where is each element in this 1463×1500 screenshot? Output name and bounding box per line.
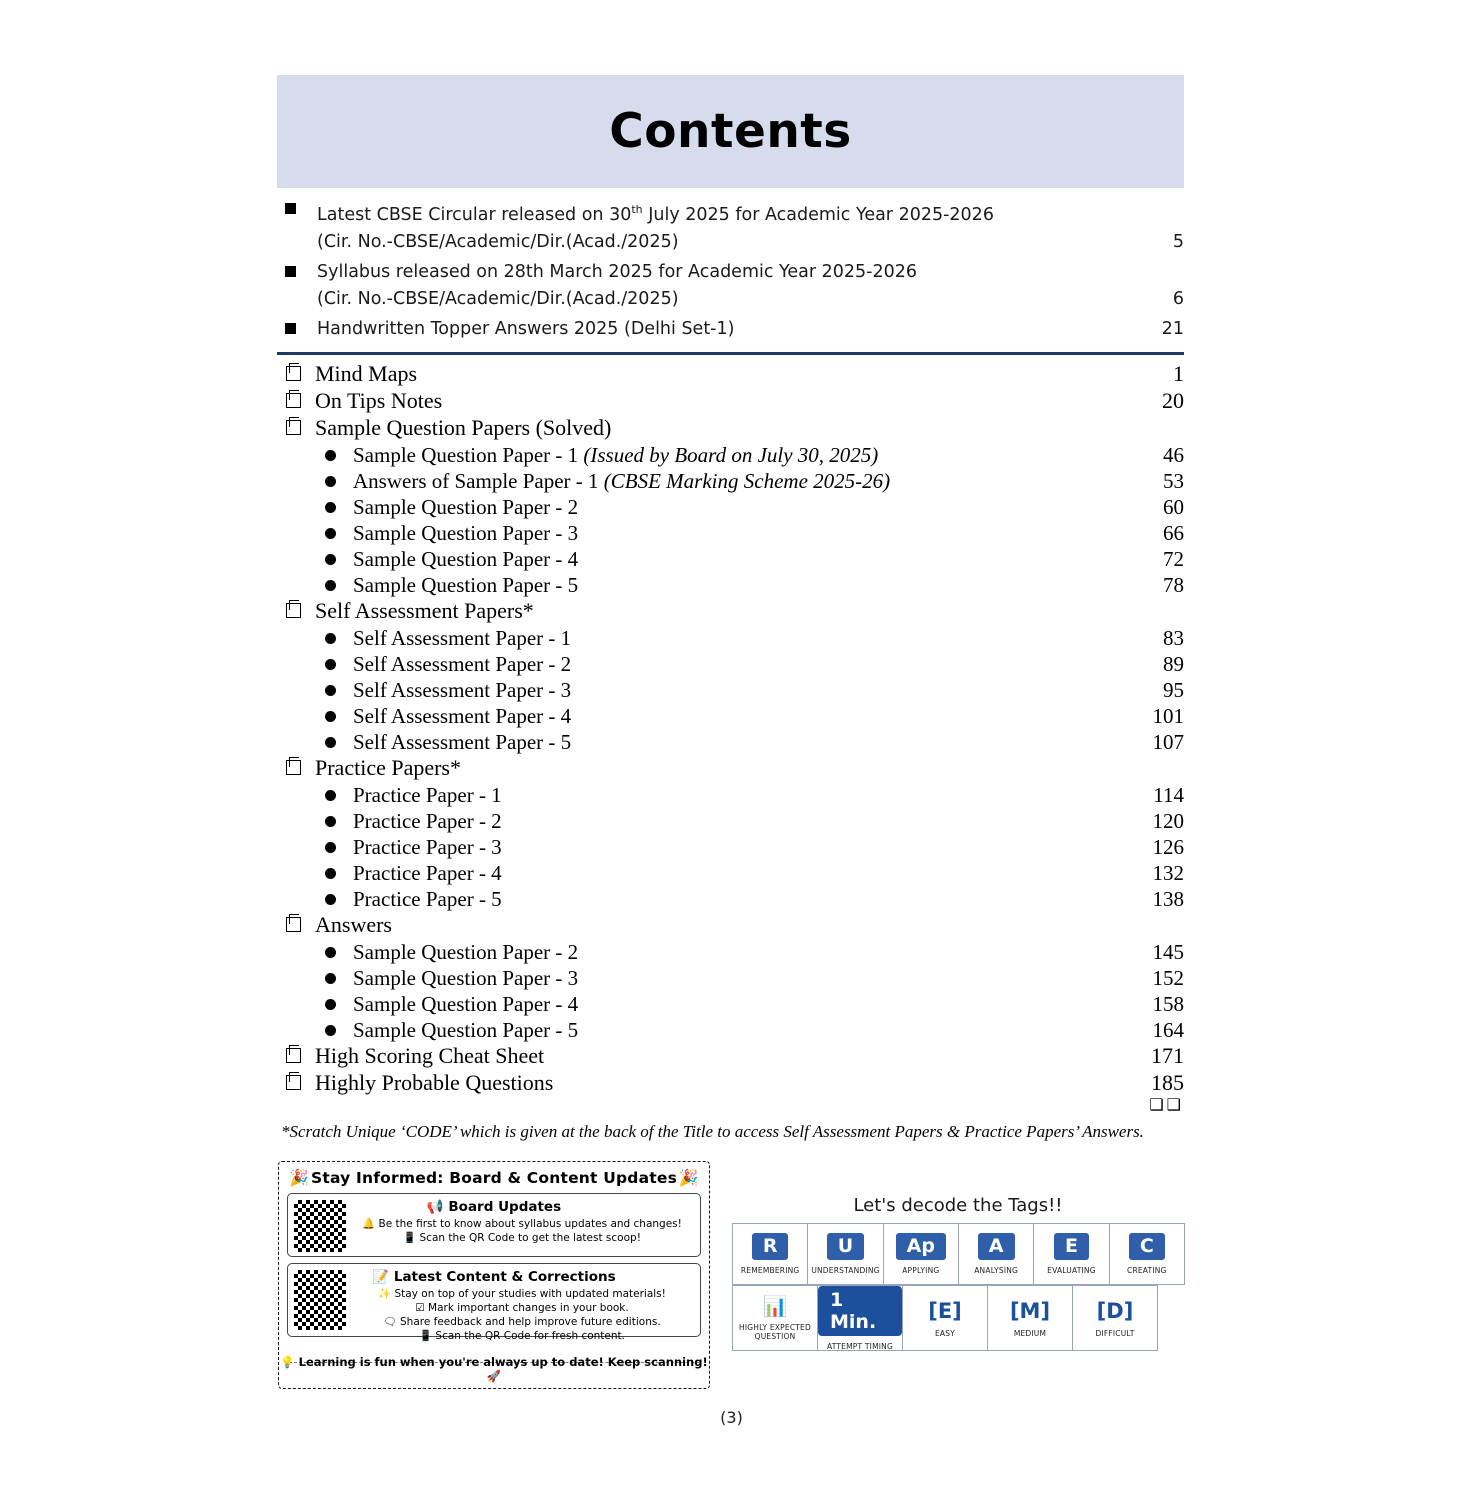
toc-label: Self Assessment Papers* — [315, 598, 534, 623]
square-bullet-icon — [285, 266, 296, 277]
page-number: 53 — [1163, 469, 1184, 493]
party-icon: 🎉 — [678, 1168, 699, 1187]
tags-legend-panel — [732, 1195, 1184, 1351]
tag-caption: APPLYING — [902, 1266, 940, 1275]
toc-label: Answers of Sample Paper - 1 — [353, 469, 604, 493]
toc-entry-practice-papers[interactable] — [277, 755, 1184, 781]
page-number: 46 — [1163, 443, 1184, 467]
tag-chip: [M] — [1009, 1298, 1051, 1323]
page-number: 60 — [1163, 495, 1184, 519]
round-bullet-icon — [325, 894, 336, 905]
footnote: *Scratch Unique ‘CODE’ which is given at the back of the Title to access Self Assessment Papers & Practice Papers’ Answers. — [281, 1122, 1144, 1141]
tag-difficult — [1072, 1285, 1158, 1351]
toc-label: Sample Question Paper - 5 — [353, 1018, 579, 1042]
page-number: 145 — [1152, 940, 1184, 964]
circular-text-pre: Latest CBSE Circular released on 30 — [317, 204, 632, 225]
round-bullet-icon — [325, 737, 336, 748]
toc-label: On Tips Notes — [315, 388, 443, 413]
board-updates-card[interactable] — [287, 1193, 701, 1257]
toc-label-note: (Issued by Board on July 30, 2025) — [583, 443, 879, 467]
toc-label: Sample Question Paper - 2 — [353, 495, 579, 519]
tag-chip: E — [1054, 1233, 1089, 1260]
toc-label-note: (CBSE Marking Scheme 2025-26) — [603, 469, 891, 493]
tag-easy — [902, 1285, 988, 1351]
page-number: 185 — [1151, 1070, 1184, 1095]
toc-label: Self Assessment Paper - 5 — [353, 730, 572, 754]
round-bullet-icon — [325, 711, 336, 722]
checkbox-bullet-icon — [286, 393, 301, 408]
circular-line-1 — [317, 259, 1184, 286]
section-end-mark: ❑❑ — [1149, 1097, 1184, 1114]
updates-panel-footer: 💡 Learning is fun when you're always up to date! Keep scanning! 🚀 — [280, 1355, 708, 1383]
toc-subentry-sqp-4[interactable] — [277, 546, 1184, 572]
tag-chip: U — [827, 1233, 864, 1260]
toc-label: Self Assessment Paper - 1 — [353, 626, 572, 650]
page-number: 120 — [1152, 809, 1184, 833]
toc-subentry-sap-5[interactable] — [277, 729, 1184, 755]
round-bullet-icon — [325, 842, 336, 853]
toc-label: Practice Paper - 3 — [353, 835, 502, 859]
toc-subentry-sap-1[interactable] — [277, 625, 1184, 651]
page-number: 83 — [1163, 626, 1184, 650]
tag-applying — [883, 1223, 959, 1285]
page-number: 95 — [1163, 678, 1184, 702]
round-bullet-icon — [325, 999, 336, 1010]
tag-highly-expected-question — [732, 1285, 818, 1351]
page-number: 126 — [1152, 835, 1184, 859]
tag-chip: R — [752, 1233, 789, 1260]
tag-evaluating — [1033, 1223, 1109, 1285]
tag-understanding — [807, 1223, 883, 1285]
page-number: 72 — [1163, 547, 1184, 571]
board-updates-line-1: 🔔 Be the first to know about syllabus updates and changes! — [362, 1218, 682, 1230]
round-bullet-icon — [325, 450, 336, 461]
round-bullet-icon — [325, 816, 336, 827]
checkbox-bullet-icon — [286, 366, 301, 381]
qr-code-icon[interactable] — [294, 1200, 346, 1252]
chart-icon: 📊 — [762, 1294, 788, 1318]
list-item — [277, 316, 1184, 343]
page-number: 78 — [1163, 573, 1184, 597]
toc-label: Answers — [315, 912, 392, 937]
tag-remembering — [732, 1223, 808, 1285]
toc-label: High Scoring Cheat Sheet — [315, 1043, 545, 1068]
tag-creating — [1109, 1223, 1185, 1285]
tag-caption: EASY — [934, 1328, 955, 1338]
toc-entry-mind-maps[interactable] — [277, 361, 1184, 387]
tags-legend-title: Let's decode the Tags!! — [853, 1195, 1063, 1216]
toc-subentry-pp-1[interactable] — [277, 782, 1184, 808]
tag-caption: CREATING — [1127, 1266, 1167, 1275]
toc-label: Sample Question Paper - 3 — [353, 966, 579, 990]
toc-subentry-sqp-2[interactable] — [277, 494, 1184, 520]
checkbox-bullet-icon — [286, 1048, 301, 1063]
page-number: 164 — [1152, 1018, 1184, 1042]
round-bullet-icon — [325, 973, 336, 984]
toc-label: Sample Question Paper - 3 — [353, 521, 579, 545]
toc-subentry-pp-4[interactable] — [277, 860, 1184, 886]
circular-text-pre: Syllabus released on 28th March 2025 for Academic Year 2025-2026 — [317, 261, 918, 282]
round-bullet-icon — [325, 554, 336, 565]
toc-label: Self Assessment Paper - 3 — [353, 678, 572, 702]
round-bullet-icon — [325, 528, 336, 539]
tag-chip: Ap — [896, 1233, 946, 1260]
round-bullet-icon — [325, 659, 336, 670]
toc-entry-answers[interactable] — [277, 912, 1184, 938]
qr-code-icon[interactable] — [294, 1270, 346, 1330]
toc-subentry-ans-sqp-5[interactable] — [277, 1017, 1184, 1043]
toc-subentry-sqp-5[interactable] — [277, 572, 1184, 598]
page-number: 101 — [1152, 704, 1184, 728]
circular-line-1 — [317, 316, 1184, 343]
toc-entry-self-assessment-papers[interactable] — [277, 598, 1184, 624]
page-folio: (3) — [720, 1408, 743, 1427]
round-bullet-icon — [325, 502, 336, 513]
tag-chip: A — [978, 1233, 1015, 1260]
tags-row-meta — [732, 1285, 1184, 1351]
updates-panel-heading-text: Stay Informed: Board & Content Updates — [310, 1169, 678, 1187]
tag-caption: EVALUATING — [1047, 1266, 1096, 1275]
toc-subentry-pp-3[interactable] — [277, 834, 1184, 860]
page-title: Contents — [609, 104, 852, 159]
divider — [277, 352, 1184, 355]
square-bullet-icon — [285, 323, 296, 334]
tag-medium — [987, 1285, 1073, 1351]
content-corrections-title: 📝 Latest Content & Corrections — [372, 1269, 616, 1285]
toc-label: Mind Maps — [315, 361, 418, 386]
toc-entry-high-scoring-cheat-sheet[interactable] — [277, 1043, 1184, 1069]
toc-label: Sample Question Papers (Solved) — [315, 415, 612, 440]
circular-line-2 — [317, 229, 1184, 256]
page-number: 171 — [1151, 1043, 1184, 1068]
page-number: 6 — [1172, 288, 1184, 309]
page-number: 158 — [1152, 992, 1184, 1016]
updates-qr-panel — [278, 1161, 710, 1389]
round-bullet-icon — [325, 580, 336, 591]
page-number: 114 — [1153, 783, 1184, 807]
toc-subentry-answers-sp-1[interactable] — [277, 468, 1184, 494]
toc-label: Sample Question Paper - 4 — [353, 547, 579, 571]
board-updates-title: 📢 Board Updates — [426, 1199, 562, 1215]
toc-subentry-pp-5[interactable] — [277, 886, 1184, 912]
toc-subentry-sap-2[interactable] — [277, 651, 1184, 677]
tag-chip: C — [1129, 1233, 1165, 1260]
circular-text-post: July 2025 for Academic Year 2025-2026 — [642, 204, 994, 225]
toc-entry-highly-probable-questions[interactable] — [277, 1070, 1184, 1096]
toc-subentry-sqp-3[interactable] — [277, 520, 1184, 546]
page-number: 21 — [1161, 318, 1184, 339]
round-bullet-icon — [325, 790, 336, 801]
circular-subtext: (Cir. No.-CBSE/Academic/Dir.(Acad./2025) — [317, 288, 679, 309]
toc-label: Sample Question Paper - 4 — [353, 992, 579, 1016]
toc-label: Sample Question Paper - 2 — [353, 940, 579, 964]
page-number: 1 — [1173, 361, 1184, 386]
tags-row-bloom — [732, 1223, 1184, 1285]
toc-subentry-ans-sqp-2[interactable] — [277, 939, 1184, 965]
toc-subentry-ans-sqp-3[interactable] — [277, 965, 1184, 991]
content-corrections-line-1: ✨ Stay on top of your studies with updated materials! — [378, 1288, 666, 1300]
tag-caption: MEDIUM — [1013, 1328, 1047, 1338]
tag-attempt-timing — [817, 1285, 903, 1351]
checkbox-bullet-icon — [286, 1075, 301, 1090]
circular-subtext: (Cir. No.-CBSE/Academic/Dir.(Acad./2025) — [317, 231, 679, 252]
toc-label: Sample Question Paper - 1 — [353, 443, 584, 467]
toc-label: Practice Paper - 4 — [353, 861, 502, 885]
checkbox-bullet-icon — [286, 420, 301, 435]
checkbox-bullet-icon — [286, 760, 301, 775]
tag-caption: UNDERSTANDING — [811, 1266, 880, 1275]
page-number: 132 — [1152, 861, 1184, 885]
round-bullet-icon — [325, 947, 336, 958]
tag-caption: ATTEMPT TIMING — [827, 1341, 893, 1351]
page-number: 20 — [1162, 388, 1184, 413]
tag-caption: DIFFICULT — [1095, 1328, 1135, 1338]
tag-chip: 1 Min. — [818, 1286, 902, 1336]
toc-subentry-pp-2[interactable] — [277, 808, 1184, 834]
toc-label: Practice Paper - 2 — [353, 809, 502, 833]
toc-label: Self Assessment Paper - 2 — [353, 652, 572, 676]
toc-label: Practice Paper - 5 — [353, 887, 502, 911]
megaphone-icon: 🎉 — [289, 1168, 310, 1187]
toc-entry-on-tips-notes[interactable] — [277, 388, 1184, 414]
toc-label: Practice Papers* — [315, 755, 461, 780]
toc-label: Highly Probable Questions — [315, 1070, 554, 1095]
round-bullet-icon — [325, 1025, 336, 1036]
content-corrections-line-2: ☑ Mark important changes in your book. — [415, 1302, 629, 1314]
round-bullet-icon — [325, 868, 336, 879]
page-number: 152 — [1152, 966, 1184, 990]
toc-label: Self Assessment Paper - 4 — [353, 704, 572, 728]
tag-caption: HIGHLY EXPECTED QUESTION — [739, 1323, 811, 1341]
content-corrections-line-3: 🗨 Share feedback and help improve future editions. — [383, 1316, 661, 1328]
page-number: 5 — [1172, 231, 1184, 252]
page-number: 107 — [1152, 730, 1184, 754]
square-bullet-icon — [285, 203, 296, 214]
circular-line-2 — [317, 286, 1184, 313]
tag-chip: [D] — [1096, 1298, 1134, 1323]
toc-label: Practice Paper - 1 — [353, 783, 502, 807]
tag-caption: ANALYSING — [974, 1266, 1019, 1275]
round-bullet-icon — [325, 633, 336, 644]
tag-caption: REMEMBERING — [740, 1266, 800, 1275]
toc-subentry-sap-3[interactable] — [277, 677, 1184, 703]
list-item — [277, 259, 1184, 313]
list-item — [277, 196, 1184, 256]
board-updates-line-2: 📱 Scan the QR Code to get the latest scoop! — [403, 1232, 641, 1244]
round-bullet-icon — [325, 685, 336, 696]
checkbox-bullet-icon — [286, 603, 301, 618]
updates-panel-heading — [279, 1162, 709, 1191]
page-number: 66 — [1163, 521, 1184, 545]
checkbox-bullet-icon — [286, 917, 301, 932]
content-corrections-card[interactable] — [287, 1263, 701, 1342]
tag-analysing — [958, 1223, 1034, 1285]
toc-subentry-ans-sqp-4[interactable] — [277, 991, 1184, 1017]
toc-subentry-sqp-1[interactable] — [277, 442, 1184, 468]
toc-label: Sample Question Paper - 5 — [353, 573, 579, 597]
round-bullet-icon — [325, 476, 336, 487]
circular-sup: th — [631, 203, 643, 216]
circular-text-pre: Handwritten Topper Answers 2025 (Delhi Set-1) — [317, 318, 735, 339]
table-of-contents — [277, 361, 1184, 1097]
toc-subentry-sap-4[interactable] — [277, 703, 1184, 729]
tag-chip: [E] — [928, 1298, 962, 1323]
circular-line-1 — [317, 196, 1184, 229]
page-title-band — [277, 75, 1184, 188]
circulars-list — [277, 196, 1184, 346]
content-corrections-line-4: 📱 Scan the QR Code for fresh content. — [419, 1330, 625, 1342]
toc-entry-sample-question-papers[interactable] — [277, 415, 1184, 441]
page-number: 89 — [1163, 652, 1184, 676]
page-number: 138 — [1152, 887, 1184, 911]
